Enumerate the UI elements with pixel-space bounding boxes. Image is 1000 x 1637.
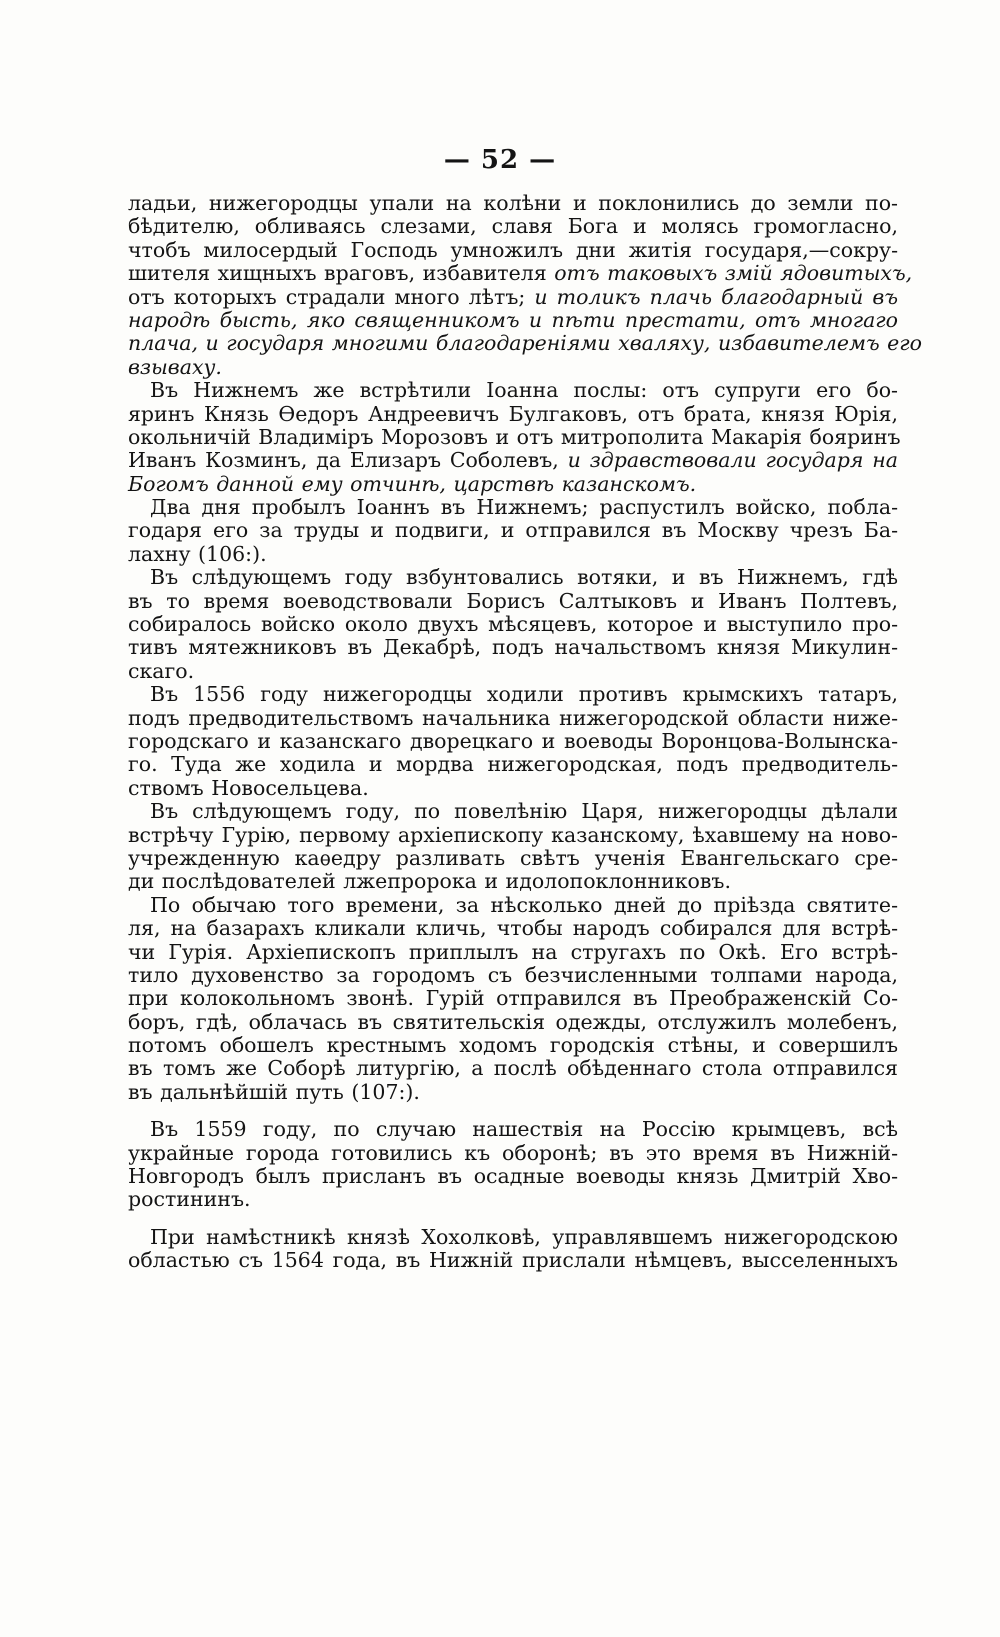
text-line bbox=[128, 824, 898, 847]
text-line bbox=[128, 1081, 898, 1104]
text-segment: въ томъ же Соборѣ литургію, а послѣ обѣденнаго стола отправился bbox=[128, 1056, 898, 1081]
italic-quote-segment: Богомъ данной ему отчинѣ, царствѣ казанскомъ. bbox=[128, 471, 697, 496]
text-line bbox=[128, 1188, 898, 1211]
text-line bbox=[128, 449, 898, 472]
text-segment: потомъ обошелъ крестнымъ ходомъ городскія стѣны, и совершилъ bbox=[128, 1033, 898, 1058]
text-segment: отъ которыхъ страдали много лѣтъ; bbox=[128, 284, 535, 309]
text-segment: Въ слѣдующемъ году, по повелѣнію Царя, нижегородцы дѣлали bbox=[150, 799, 898, 824]
text-line bbox=[128, 590, 898, 613]
italic-quote-segment: и толикъ плачь благодарный въ bbox=[534, 284, 898, 309]
text-line bbox=[128, 424, 901, 449]
text-segment: ствомъ Новосельцева. bbox=[128, 775, 369, 800]
text-line bbox=[128, 473, 898, 496]
italic-quote-segment: и здравствовали государя на bbox=[567, 448, 899, 473]
text-segment: подъ предводительствомъ начальника нижегородской области ниже- bbox=[128, 705, 898, 730]
text-segment: шителя хищныхъ враговъ, избавителя bbox=[128, 261, 555, 286]
paragraph bbox=[128, 566, 898, 683]
text-line bbox=[128, 1249, 898, 1272]
text-line bbox=[128, 800, 898, 823]
text-line bbox=[128, 286, 898, 309]
text-segment: Въ Нижнемъ же встрѣтили Іоанна послы: отъ супруги его бо- bbox=[150, 378, 898, 403]
text-segment: украйные города готовились къ оборонѣ; въ это время въ Нижній- bbox=[128, 1140, 898, 1165]
text-line bbox=[128, 1034, 898, 1057]
text-line bbox=[128, 1165, 898, 1188]
text-line bbox=[128, 987, 898, 1010]
text-segment: встрѣчу Гурію, первому архіепископу казанскому, ѣхавшему на ново- bbox=[128, 822, 898, 847]
text-segment: боръ, гдѣ, облачась въ святительскія одежды, отслужилъ молебенъ, bbox=[128, 1009, 898, 1034]
text-line bbox=[128, 1057, 898, 1080]
text-segment: чтобъ милосердый Господь умножилъ дни житія государя,—сокру- bbox=[128, 237, 898, 262]
text-segment: тивъ мятежниковъ въ Декабрѣ, подъ начальствомъ князя Микулин- bbox=[128, 635, 898, 660]
text-segment: годаря его за труды и подвиги, и отправился въ Москву чрезъ Ба- bbox=[128, 518, 898, 543]
text-line bbox=[128, 707, 898, 730]
text-line bbox=[128, 261, 913, 286]
paragraph bbox=[128, 496, 898, 566]
italic-quote-segment: отъ таковыхъ змій ядовитыхъ, bbox=[554, 261, 913, 286]
text-segment: По обычаю того времени, за нѣсколько дней до пріѣзда святите- bbox=[150, 892, 898, 917]
text-line bbox=[128, 379, 898, 402]
text-line bbox=[128, 847, 898, 870]
text-line bbox=[128, 519, 898, 542]
text-line bbox=[128, 543, 898, 566]
text-line bbox=[128, 730, 898, 753]
text-segment: Въ 1556 году нижегородцы ходили противъ крымскихъ татаръ, bbox=[150, 682, 898, 707]
text-line bbox=[128, 941, 898, 964]
italic-quote-segment: взываху. bbox=[128, 354, 222, 379]
page-number: — 52 — bbox=[443, 145, 557, 175]
paragraph bbox=[128, 894, 898, 1105]
paragraph bbox=[128, 378, 901, 496]
text-line bbox=[128, 566, 898, 589]
text-segment: скаго. bbox=[128, 658, 195, 683]
text-line bbox=[128, 917, 898, 940]
text-line bbox=[128, 356, 898, 379]
text-segment: городскаго и казанскаго дворецкаго и воеводы Воронцова-Волынска- bbox=[128, 728, 898, 753]
text-segment: Въ слѣдующемъ году взбунтовались вотяки, и въ Нижнемъ, гдѣ bbox=[150, 565, 898, 590]
text-segment: бѣдителю, обливаясь слезами, славя Бога и молясь громогласно, bbox=[128, 214, 898, 239]
paragraph bbox=[128, 800, 898, 894]
text-line bbox=[128, 870, 898, 893]
text-segment: яринъ Князь Ѳедоръ Андреевичъ Булгаковъ, отъ брата, князя Юрія, bbox=[128, 401, 898, 426]
text-line bbox=[128, 613, 898, 636]
text-line bbox=[128, 777, 898, 800]
text-line bbox=[128, 403, 898, 426]
body-text bbox=[128, 191, 922, 1273]
text-segment: Два дня пробылъ Іоаннъ въ Нижнемъ; распустилъ войско, побла- bbox=[150, 495, 898, 520]
text-line bbox=[128, 331, 922, 356]
text-segment: Новгородъ былъ присланъ въ осадные воеводы князь Дмитрій Хво- bbox=[128, 1164, 898, 1189]
text-segment: при колокольномъ звонѣ. Гурій отправился въ Преображенскій Со- bbox=[128, 986, 898, 1011]
text-segment: Иванъ Козминъ, да Елизаръ Соболевъ, bbox=[128, 448, 568, 473]
text-line bbox=[128, 1118, 898, 1141]
text-segment: тило духовенство за городомъ съ безчисленными толпами народа, bbox=[128, 962, 898, 987]
text-line bbox=[128, 964, 898, 987]
paragraph bbox=[128, 191, 922, 379]
text-line bbox=[128, 660, 898, 683]
paragraph bbox=[128, 1226, 898, 1273]
text-line bbox=[128, 636, 898, 659]
text-segment: Въ 1559 году, по случаю нашествія на Россію крымцевъ, всѣ bbox=[150, 1117, 898, 1142]
text-line bbox=[128, 1226, 898, 1249]
text-segment: областью съ 1564 года, въ Нижній прислали нѣмцевъ, высселенныхъ bbox=[128, 1248, 898, 1273]
text-line bbox=[128, 192, 898, 215]
text-segment: ди послѣдователей лжепророка и идолопоклонниковъ. bbox=[128, 869, 731, 894]
text-segment: въ дальнѣйшій путь (107:). bbox=[128, 1079, 420, 1104]
text-line bbox=[128, 239, 898, 262]
text-segment: ростининъ. bbox=[128, 1187, 251, 1212]
paragraph bbox=[128, 1118, 898, 1212]
text-segment: окольничій Владиміръ Морозовъ и отъ митрополита Макарія бояринъ bbox=[128, 424, 901, 449]
text-segment: ладьи, нижегородцы упали на колѣни и поклонились до земли по- bbox=[128, 191, 898, 215]
italic-quote-segment: народѣ бысть, яко священникомъ и пѣти престати, отъ многаго bbox=[128, 307, 898, 332]
text-line bbox=[128, 1142, 898, 1165]
text-line bbox=[128, 215, 898, 238]
text-segment: При намѣстникѣ князѣ Хохолковѣ, управлявшемъ нижегородскою bbox=[150, 1224, 898, 1249]
paragraph bbox=[128, 683, 898, 800]
text-segment: го. Туда же ходила и мордва нижегородская, подъ предводитель- bbox=[128, 752, 898, 777]
text-segment: лахну (106:). bbox=[128, 541, 267, 566]
text-line bbox=[128, 1011, 898, 1034]
italic-quote-segment: плача, и государя многими благодареніями хваляху, избавителемъ его bbox=[128, 331, 922, 356]
text-segment: чи Гурія. Архіепископъ приплылъ на стругахъ по Окѣ. Его встрѣ- bbox=[128, 939, 898, 964]
text-segment: учрежденную каѳедру разливать свѣтъ ученія Евангельскаго сре- bbox=[128, 845, 898, 870]
text-segment: въ то время воеводствовали Борисъ Салтыковъ и Иванъ Полтевъ, bbox=[128, 588, 898, 613]
text-segment: ля, на базарахъ кликали кличь, чтобы народъ собирался для встрѣ- bbox=[128, 916, 898, 941]
text-line bbox=[128, 894, 898, 917]
text-line bbox=[128, 309, 898, 332]
text-line bbox=[128, 753, 898, 776]
text-segment: собиралось войско около двухъ мѣсяцевъ, которое и выступило про- bbox=[128, 612, 898, 637]
text-line bbox=[128, 683, 898, 706]
text-line bbox=[128, 496, 898, 519]
